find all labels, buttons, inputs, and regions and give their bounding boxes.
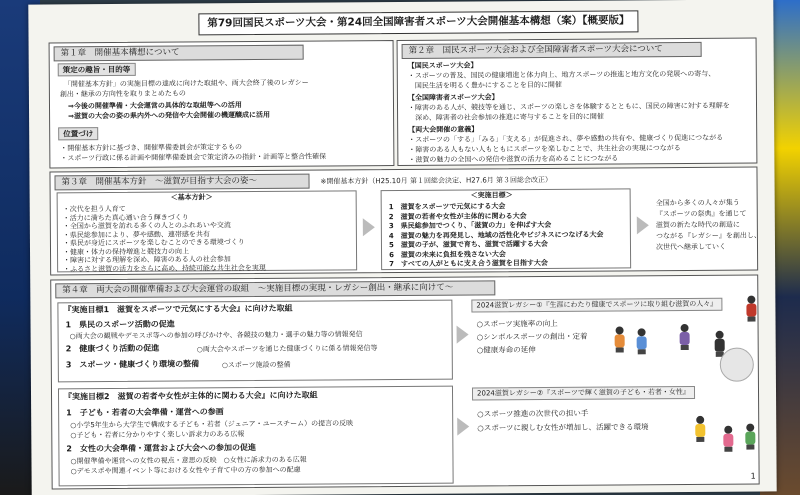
legacy2-item: ○スポーツに親しむ女性が増加し、活躍できる環境 bbox=[477, 422, 649, 433]
chapter3-heading: 第３章 開催基本方針 ～滋賀が目指す大会の姿～ bbox=[54, 174, 309, 191]
chapter1-text: ⇒今後の開催準備・大会運営の具体的な取組等への活用 bbox=[67, 101, 242, 111]
arrow-icon bbox=[363, 218, 375, 236]
goal-item: 3 県民総参加でつくり、「滋賀の力」を伸ばす大会 bbox=[388, 220, 552, 231]
basic-policy-item: ・県民総参加により、夢や感動、連帯感を共有 bbox=[62, 229, 210, 239]
cyclist-illustration bbox=[743, 296, 759, 322]
goal-item: 7 すべての人がともに支え合う滋賀を目指す大会 bbox=[389, 258, 548, 269]
goal-item: 2 滋賀の若者や女性が主体的に関わる大会 bbox=[388, 211, 527, 221]
goal2-item: ○小学5年生から大学生で構成する子ども・若者（ジュニア・ユースチーム）の提言の反映 bbox=[70, 419, 354, 430]
goal2-item: ○開催準備や運営への女性の視点・意思の反映 ○女性に訴求力のある広報 bbox=[70, 455, 307, 466]
legacy1-item: ○健康寿命の延伸 bbox=[476, 345, 536, 355]
chapter2-box bbox=[397, 38, 758, 167]
chapter4-heading: 第４章 両大会の開催準備および大会運営の取組 ～実施目標の実現・レガシー創出・継承に向けて～ bbox=[55, 280, 495, 298]
goal1-item: 2 健康づくり活動の促進 bbox=[65, 343, 160, 354]
chapter2-heading: 第２章 国民スポーツ大会および全国障害者スポーツ大会について bbox=[402, 42, 702, 59]
wheelchair-illustration bbox=[720, 348, 754, 382]
legacy2-item: ○スポーツ推進の次世代の担い手 bbox=[477, 408, 589, 419]
basic-policy-item: ・ふるさと滋賀の活力をさらに高め、持続可能な共生社会を実現 bbox=[63, 263, 266, 273]
vision-line: つながる『レガシー』を創出し、 bbox=[655, 231, 761, 241]
goals-label: ＜実施目標＞ bbox=[470, 191, 513, 200]
chapter2-text: ・スポーツの「する」「みる」「支える」が促進され、夢や感動の共有や、健康づくり促進につながる bbox=[408, 133, 724, 144]
vision-line: 滋賀の新たな時代の創造に bbox=[655, 220, 740, 230]
goal1-item: ○両大会やスポーツを通じた健康づくりに係る情報発信等 bbox=[196, 344, 378, 354]
legacy1-item: ○シンボルスポーツの創出・定着 bbox=[476, 331, 588, 342]
chapter2-text: ・滋賀の魅力の全国への発信や滋賀の活力を高めることにつながる bbox=[408, 154, 619, 164]
family-illustration bbox=[634, 328, 650, 354]
goal2-title: 『実施目標2 滋賀の若者や女性が主体的に関わる大会』に向けた取組 bbox=[63, 390, 318, 402]
legacy1-item: ○スポーツ実施率の向上 bbox=[476, 318, 558, 329]
goal-item: 6 滋賀の未来に負担を残さない大会 bbox=[389, 249, 506, 259]
woman-illustration bbox=[742, 424, 758, 450]
chapter4-box bbox=[50, 275, 759, 490]
chapter2-text: ・スポーツの普及、国民の健康増進と体力向上、地方スポーツの推進と地方文化の発展への寄与、 bbox=[407, 69, 716, 80]
goal2-item: ○デモスポや関連イベント等における女性や子育て中の方の参加への配慮 bbox=[70, 465, 301, 476]
goal2-item: ○子ども・若者に分かりやすく楽しい訴求力のある広報 bbox=[70, 430, 245, 440]
vision-line: 次世代へ継承していく bbox=[655, 242, 727, 252]
chapter2-text: ・障害のある人もない人もともにスポーツを楽しむことで、共生社会の実現につながる bbox=[408, 144, 681, 154]
chapter2-text: 深め、障害者の社会参加の推進に寄与することを目的に開催 bbox=[408, 112, 604, 122]
chapter1-box bbox=[49, 40, 395, 168]
chapter1-text: ⇒滋賀の大会の姿の県内外への発信や大会開催の機運醸成に活用 bbox=[68, 110, 270, 121]
legacy1-label: 2024滋賀レガシー①『生涯にわたり健康でスポーツに取り組む滋賀の人々』 bbox=[471, 298, 722, 313]
document-title: 第79回国民スポーツ大会・第24回全国障害者スポーツ大会開催基本構想（案）【概要版】 bbox=[198, 10, 638, 35]
chapter1-text: ・開催基本方針に基づき、開催準備委員会が策定するもの bbox=[60, 143, 243, 153]
pole-vaulter-illustration bbox=[692, 416, 708, 442]
chapter2-text: 【両大会開催の意義】 bbox=[408, 125, 479, 134]
page-number: 1 bbox=[750, 471, 756, 481]
chapter2-text: ・障害のある人が、競技等を通じ、スポーツの楽しさを体験するとともに、国民の障害に対する理解を bbox=[407, 101, 730, 112]
arrow-icon bbox=[637, 216, 649, 234]
chapter1-text: 創出・継承の方向性を取りまとめたもの bbox=[59, 89, 186, 99]
arrow-icon bbox=[457, 418, 469, 436]
goal2-item: 2 女性の大会準備・運営および大会への参加の促進 bbox=[66, 443, 256, 454]
chapter1-position-label: 位置づけ bbox=[58, 127, 98, 140]
goal1-item: 3 スポーツ・健康づくり環境の整備 bbox=[65, 359, 200, 370]
document-sheet bbox=[28, 0, 776, 495]
goal1-item: 1 県民のスポーツ活動の促進 bbox=[65, 319, 175, 330]
runner-illustration bbox=[612, 326, 628, 352]
basic-policy-item: ・障害に対する理解を深め、障害のある人の社会参加 bbox=[63, 255, 231, 265]
basic-policy-item: ・県民が身近にスポーツを楽しむことのできる環境づくり bbox=[62, 238, 245, 248]
arrow-icon bbox=[457, 326, 469, 344]
goal1-item: ○両大会の観戦やデモスポ等への参加の呼びかけや、各競技の魅力・選手の魅力等の情報発信 bbox=[69, 330, 363, 341]
chapter1-text: 「開催基本方針」の実施目標の達成に向けた取組や、両大会終了後のレガシー bbox=[63, 78, 309, 89]
chapter1-text: ・スポーツ行政に係る計画や開催準備委員会で策定済みの指針・計画等と整合性確保 bbox=[60, 152, 327, 163]
goal1-item: ○スポーツ施設の整備 bbox=[221, 360, 291, 370]
basic-policy-item: ・活力に満ちた真心通い合う輝きづくり bbox=[62, 212, 189, 222]
goal1-title: 『実施目標1 滋賀をスポーツで元気にする大会』に向けた取組 bbox=[63, 303, 293, 315]
chapter1-purpose-label: 策定の趣旨・目的等 bbox=[58, 63, 136, 77]
basic-policy-item: ・全国から滋賀を訪れる多くの人とのふれあいや交流 bbox=[62, 221, 231, 231]
golfer-illustration bbox=[677, 324, 693, 350]
basic-policy-item: ・次代を担う人育て bbox=[62, 204, 126, 214]
chapter1-heading: 第１章 開催基本構想について bbox=[54, 45, 304, 62]
goal2-item: 1 子ども・若者の大会準備・運営への参画 bbox=[66, 407, 224, 418]
chapter3-note: ※開催基本方針（H25.10月 第１回総会決定、H27.6月 第３回総会改正） bbox=[320, 175, 553, 186]
chapter3-box bbox=[49, 167, 761, 276]
chapter2-text: 国民生活を明るく豊かにすることを目的に開催 bbox=[407, 80, 562, 90]
chapter2-text: 【全国障害者スポーツ大会】 bbox=[407, 93, 499, 102]
chapter2-text: 【国民スポーツ大会】 bbox=[407, 61, 478, 70]
goal-item: 5 滋賀の子が、滋賀で育ち、滋賀で活躍する大会 bbox=[388, 239, 548, 250]
goal-item: 1 滋賀をスポーツで元気にする大会 bbox=[388, 202, 506, 212]
vision-line: 全国から多くの人々が集う bbox=[655, 198, 740, 208]
goal-item: 4 滋賀の魅力を再発見し、地域の活性化やビジネスにつなげる大会 bbox=[388, 230, 604, 240]
vision-line: 『スポーツの祭典』を通じて bbox=[655, 209, 747, 219]
child-illustration bbox=[720, 426, 736, 452]
basic-policy-label: ＜基本方針＞ bbox=[170, 193, 213, 202]
basic-policy-item: ・健康・体力の保持増進と競技力の向上 bbox=[62, 246, 190, 256]
legacy2-label: 2024滋賀レガシー②『スポーツで輝く滋賀の子ども・若者・女性』 bbox=[472, 386, 695, 401]
